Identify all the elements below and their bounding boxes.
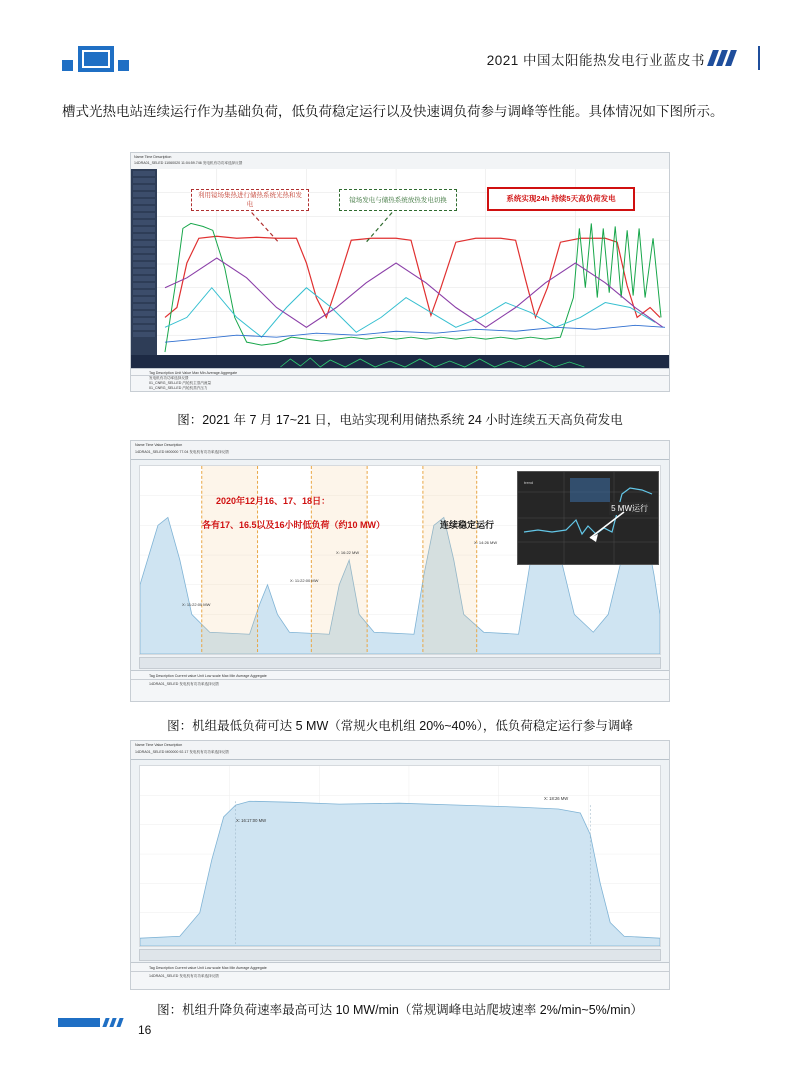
page-header	[0, 38, 800, 82]
footer-mark-icon	[58, 1017, 128, 1029]
page-number: 16	[138, 1023, 152, 1037]
figure-1-screenshot	[130, 152, 670, 392]
fig1-table-headers: Tag Description Unit Value Max Min Average Aggregate	[149, 371, 238, 375]
fig2-titlebar	[131, 441, 669, 460]
fig1-row: 14DRA01_SELED 11060020 11:04:59.746 发电机有功功率选择反馈	[134, 161, 243, 165]
fig3-titlebar	[131, 741, 669, 760]
fig1-columns: Name Time Description	[134, 155, 172, 159]
header-rule	[758, 46, 760, 70]
fig1-tag-table[interactable]	[131, 368, 669, 391]
fig2-time-axis[interactable]	[139, 657, 661, 669]
fig2-inset-label: 5 MW运行	[611, 504, 648, 513]
fig2-tooltip-2: X: 11:22:00 MW	[290, 578, 319, 583]
fig1-titlebar	[131, 153, 669, 170]
fig3-table-row: 14DRA01_SELED 发电机有功功率选择反馈	[149, 974, 219, 978]
fig1-overview-strip[interactable]	[131, 355, 669, 369]
fig1-annotation-3: 系统实现24h 持续5天高负荷发电	[487, 187, 635, 211]
fig2-table-row: 14DRA01_SELED 发电机有功功率选择反馈	[149, 682, 219, 686]
fig3-tooltip-2: X: 18:26 MW	[544, 796, 569, 801]
svg-text:trend: trend	[524, 480, 534, 485]
fig2-table-headers: Tag Description Current value Unit Low scale Max Min Average Aggregate	[149, 674, 267, 678]
fig3-time-axis[interactable]	[139, 949, 661, 961]
fig1-legend-row-1: 发电机有功功率选择反馈	[149, 376, 189, 380]
fig2-tooltip-4: X: 14:26 MW	[474, 540, 498, 545]
figure-2-caption: 图：机组最低负荷可达 5 MW（常规火电机组 20%~40%），低负荷稳定运行参与调峰	[167, 719, 633, 733]
fig2-annotation-line2: 各有17、16.5以及16小时低负荷（约10 MW）	[202, 520, 386, 530]
fig3-tooltip-1: X: 16:17:00 MW	[236, 818, 267, 823]
fig3-columns: Name Time Value Description	[135, 743, 183, 747]
fig2-columns: Name Time Value Description	[135, 443, 183, 447]
fig3-table-headers: Tag Description Current value Unit Low scale Max Min Average Aggregate	[149, 966, 267, 970]
figure-1-caption: 图：2021 年 7 月 17~21 日，电站实现利用储热系统 24 小时连续五天高负荷发电	[177, 413, 623, 427]
fig1-legend-row-2: 01_CNRG_SELLED 汽轮机主蒸汽流量	[149, 381, 212, 385]
fig1-trend-plot[interactable]	[157, 169, 669, 355]
header-title: 2021 中国太阳能热发电行业蓝皮书	[486, 53, 705, 68]
fig2-annotation-line3: 连续稳定运行	[440, 520, 495, 530]
fig1-annotation-1: 利用镜场集热进行储热系统光热和发电	[191, 189, 309, 211]
fig2-row: 14DRA01_SELED M00000 77.04 发电机有功功率选择反馈	[135, 450, 229, 454]
publisher-logo-icon	[62, 46, 148, 72]
body-paragraph: 槽式光热电站连续运行作为基础负荷，低负荷稳定运行以及快速调负荷参与调峰等性能。具体情况如下图所示。	[62, 104, 724, 119]
fig2-inset-detail	[517, 471, 659, 565]
figure-2-screenshot	[130, 440, 670, 702]
header-slashes-icon	[710, 50, 752, 66]
fig1-legend-row-3: 01_CNRG_SELLED 汽轮机蒸汽压力	[149, 386, 208, 390]
fig2-tooltip-1: X: 11:22:00 MW	[182, 602, 211, 607]
figure-3-screenshot	[130, 740, 670, 990]
figure-3-caption: 图：机组升降负荷速率最高可达 10 MW/min（常规调峰电站爬坡速率 2%/min~5%/min）	[157, 1003, 643, 1017]
fig3-tag-table[interactable]	[131, 962, 669, 989]
fig2-annotation-line1: 2020年12月16、17、18日：	[216, 496, 331, 506]
fig3-row: 14DRA01_SELED M00000 92.17 发电机有功功率选择反馈	[135, 750, 229, 754]
fig3-trend-plot[interactable]	[139, 765, 661, 947]
fig2-tooltip-3: X: 16:22 MW	[336, 550, 360, 555]
fig1-tag-list[interactable]	[131, 169, 157, 355]
fig1-annotation-2: 镜场发电与储热系统放热发电切换	[339, 189, 457, 211]
fig2-tag-table[interactable]	[131, 670, 669, 701]
